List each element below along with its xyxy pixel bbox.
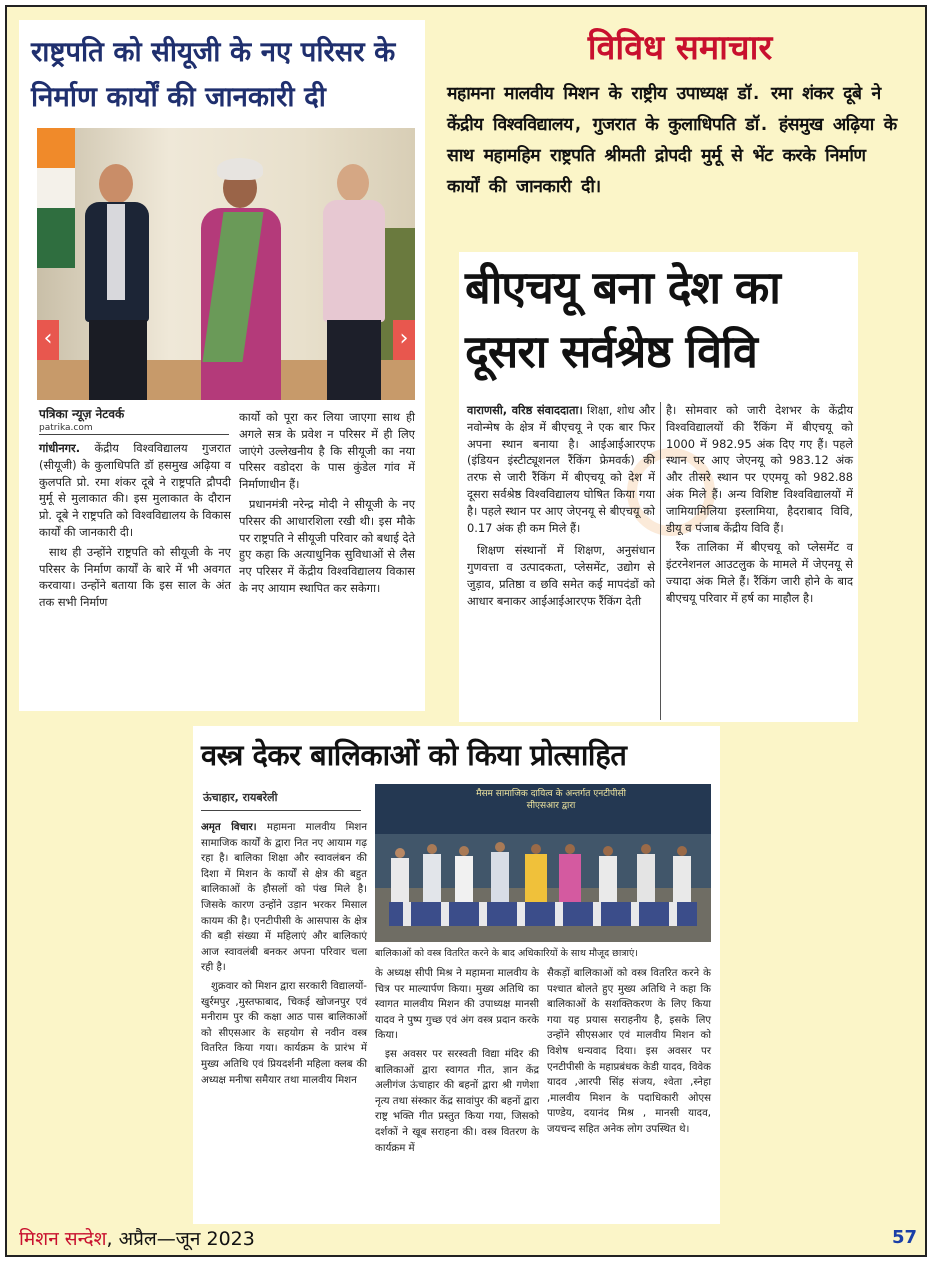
article2-right-column	[666, 402, 853, 610]
article3-caption: बालिकाओं को वस्त्र वितरित करने के बाद अधिकारियों के साथ मौजूद छात्राएं।	[375, 948, 638, 959]
article3-column-1	[201, 820, 367, 1091]
article1-headline: राष्ट्रपति को सीयूजी के नए परिसर के निर्माण कार्यों की जानकारी दी	[31, 36, 396, 113]
article3-column-2	[375, 966, 539, 1159]
chevron-left-icon[interactable]: ‹	[37, 320, 59, 360]
article1-left-para: गांधीनगर. केंद्रीय विश्वविद्यालय गुजरात (सीयूजी) के कुलाधिपति डॉ हसमुख अढ़िया व कुलपति प्रो. रमा शंकर दूबे ने राष्ट्रपति द्रौपदी मुर्मू से मुलाकात की। इस मुलाकात के दौरान प्रो. दूबे ने राष्ट्रपति को विश्वविद्यालय के विकास कार्यों की जानकारी दी।	[39, 441, 231, 539]
magazine-page	[5, 5, 927, 1257]
magazine-name: मिशन सन्देश	[19, 1228, 107, 1250]
article2-left-para: शिक्षण संस्थानों में शिक्षण, अनुसंधान गुणवत्ता व उत्पादकता, प्लेसमेंट, उद्योग से जुड़ाव, प्रतिष्ठा व छवि समेत कई मापदंडों को आधार बनाकर आईआईआरएफ रैंकिंग देती	[467, 543, 655, 608]
article1-right-para: प्रधानमंत्री नरेन्द्र मोदी ने सीयूजी के नए परिसर की आधारशिला रखी थी। इस मौके पर राष्ट्रपति ने सीयूजी परिवार को बधाई देते हुए कहा कि अत्याधुनिक सुविधाओं से लैस नए परिसर में केंद्रीय विश्वविद्यालय विकास के नए आयाम स्थापित कर सकेगा।	[239, 496, 415, 595]
article3-col3-para: सैकड़ों बालिकाओं को वस्त्र वितरित करने के पश्चात बोलते हुए मुख्य अतिथि ने कहा कि बालिकाओं के सशक्तिकरण के लिए किया गया यह प्रयास सराहनीय है, इसके लिए उन्होंने सीएसआर एवं मालवीय मिशन को विशेष धन्यवाद दिया। इस अवसर पर एनटीपीसी के महाप्रबंधक केडी यादव, विवेक यादव ,आरपी सिंह संजय, श्वेता ,स्नेहा ,मालवीय मिशन के पदाधिकारी ओएस पाण्डेय, दयानंद मिश्र , मानसी यादव, जयचन्द सहित अनेक लोग उपस्थित थे।	[547, 968, 711, 1135]
article3-col2-para: के अध्यक्ष सीपी मिश्र ने महामना मालवीय के चित्र पर माल्यार्पण किया। मुख्य अतिथि का स्वागत मालवीय मिशन की उपाध्यक्ष मानसी यादव ने पुष्प गुच्छ एवं अंग वस्त्र प्रदान करके किया।	[375, 968, 539, 1042]
article1-right-para: कार्यो को पूरा कर लिया जाएगा साथ ही अगले सत्र के प्रवेश न परिसर में ही लिए जाएंगे उल्लेखनीय है कि सीयूजी का नया परिसर वडोदरा के पास कुंडेल गांव में निर्माणाधीन हैं।	[239, 410, 415, 492]
article3-col1-para: अमृत विचार। महामना मालवीय मिशन सामाजिक कार्यों के द्वारा नित नए आयाम गढ़ रहा है। बालिका शिक्षा और स्वावलंबन की दिशा में मिशन के कार्यों से क्षेत्र की बहुत बालिकाओं के हौसलों को पंख मिले है। जिसके कारण उन्होंने उड़ान भरकर मिसाल कायम की है। एनटीपीसी के आसपास के क्षेत्र की बड़ी संख्या में महिलाएं और बालिकाएं आज स्वावलंबी बनकर अपना परिवार चला रही है।	[201, 822, 367, 974]
article1-left-column	[39, 440, 231, 614]
column-divider	[39, 434, 229, 435]
article2-headline-line2: दूसरा सर्वश्रेष्ठ विवि	[465, 325, 757, 378]
chevron-right-icon[interactable]: ›	[393, 320, 415, 360]
issue-date: , अप्रैल—जून 2023	[106, 1228, 255, 1250]
article3-photo	[375, 784, 711, 942]
article1-byline: पत्रिका न्यूज़ नेटवर्क	[39, 407, 125, 421]
article1-photo	[37, 128, 415, 400]
article-clipping-cug	[19, 20, 425, 711]
page-number: 57	[891, 1227, 917, 1248]
article1-right-column	[239, 409, 415, 600]
photo-banner-text: मैसम सामाजिक दायित्व के अन्तर्गत एनटीपीसी सीएसआर द्वारा	[476, 789, 626, 811]
article3-col2-para: इस अवसर पर सरस्वती विद्या मंदिर की बालिकाओं द्वारा स्वागत गीत, ज्ञान केंद्र अलीगंज ऊंचाहार की बहनों द्वारा श्री गणेशा नृत्य तथा संस्कार केंद्र सावांपुर की बहनों द्वारा राष्ट्र भक्ति गीत प्रस्तुत किया गया, जिसको दर्शकों ने खूब सराहना की। वस्त्र वितरण के कार्यक्रम में	[375, 1048, 539, 1154]
column-divider	[660, 402, 661, 720]
article3-headline: वस्त्र देकर बालिकाओं को किया प्रोत्साहित	[201, 738, 627, 772]
article-clipping-bhu	[459, 252, 858, 722]
article1-left-para: साथ ही उन्होंने राष्ट्रपति को सीयूजी के नए परिसर के निर्माण कार्यों के बारे में भी अवगत करवाया। उन्होंने बताया कि इस साल के अंत तक सभी निर्माण	[39, 544, 231, 610]
footer	[19, 1225, 255, 1251]
article2-right-para: है। सोमवार को जारी देशभर के केंद्रीय विश्वविद्यालयों की रैंकिंग में बीएचयू को 1000 में 982.95 अंक दिए गए हैं। पहले स्थान पर आए जेएनयू को 983.12 अंक और तीसरे स्थान पर एएमयू को 982.88 अंक मिले हैं। अन्य विशिष्ट विश्वविद्यालयों में जामियामिलिया इस्लामिया, हैदराबाद विवि, डीयू व पंजाब केंद्रीय विवि हैं।	[666, 403, 853, 535]
article3-col1-para: शुक्रवार को मिशन द्वारा सरकारी विद्यालयों- खुर्रमपुर ,मुस्तफाबाद, चिकई खोजनपुर एवं मनीराम पुर की कक्षा आठ पास बालिकाओं को सीएसआर के सहयोग से नवीन वस्त्र वितरित किया गया। कार्यक्रम के प्रारंभ में मुख्य अतिथि एवं प्रियदर्शनी महिला क्लब की अध्यक्ष मनीषा समैयार तथा मालवीय मिशन	[201, 980, 367, 1086]
article2-headline-line1: बीएचयू बना देश का	[465, 261, 780, 314]
article1-site: patrika.com	[39, 423, 93, 433]
summary-paragraph: महामना मालवीय मिशन के राष्ट्रीय उपाध्यक्ष डॉ. रमा शंकर दूबे ने केंद्रीय विश्वविद्यालय, गुजरात के कुलाधिपति डॉ. हंसमुख अढ़िया के साथ महामहिम राष्ट्रपति श्रीमती द्रोपदी मुर्मू से भेंट करके निर्माण कार्यों की जानकारी दी।	[447, 84, 897, 197]
article3-column-3	[547, 966, 711, 1141]
article2-right-para: रैंक तालिका में बीएचयू को प्लेसमेंट व इंटरनेशनल आउटलुक के मामले में जेएनयू से ज्यादा अंक मिले हैं। रैंकिंग जारी होने के बाद बीएचयू परिवार में हर्ष का माहौल है।	[666, 540, 853, 605]
article-clipping-ntpc	[193, 726, 720, 1224]
section-title: विविध समाचार	[587, 28, 773, 68]
article2-left-column	[467, 402, 655, 613]
article3-dateline: ऊंचाहार, रायबरेली	[203, 791, 278, 804]
article2-left-para: वाराणसी, वरिष्ठ संवाददाता। शिक्षा, शोध और नवोन्मेष के क्षेत्र में बीएचयू ने एक बार फिर अपना स्थान बनाया है। आईआईआरएफ (इंडियन इंस्टीट्यूशनल रैंकिंग फ्रेमवर्क) की तरफ से जारी रैंकिंग में बीएचयू को देश में दूसरा सर्वश्रेष्ठ विश्वविद्यालय घोषित किया गया है। पहले स्थान पर आए जेएनयू से बीएचयू को 0.17 अंक ही कम मिले हैं।	[467, 403, 655, 535]
column-divider	[201, 810, 361, 811]
